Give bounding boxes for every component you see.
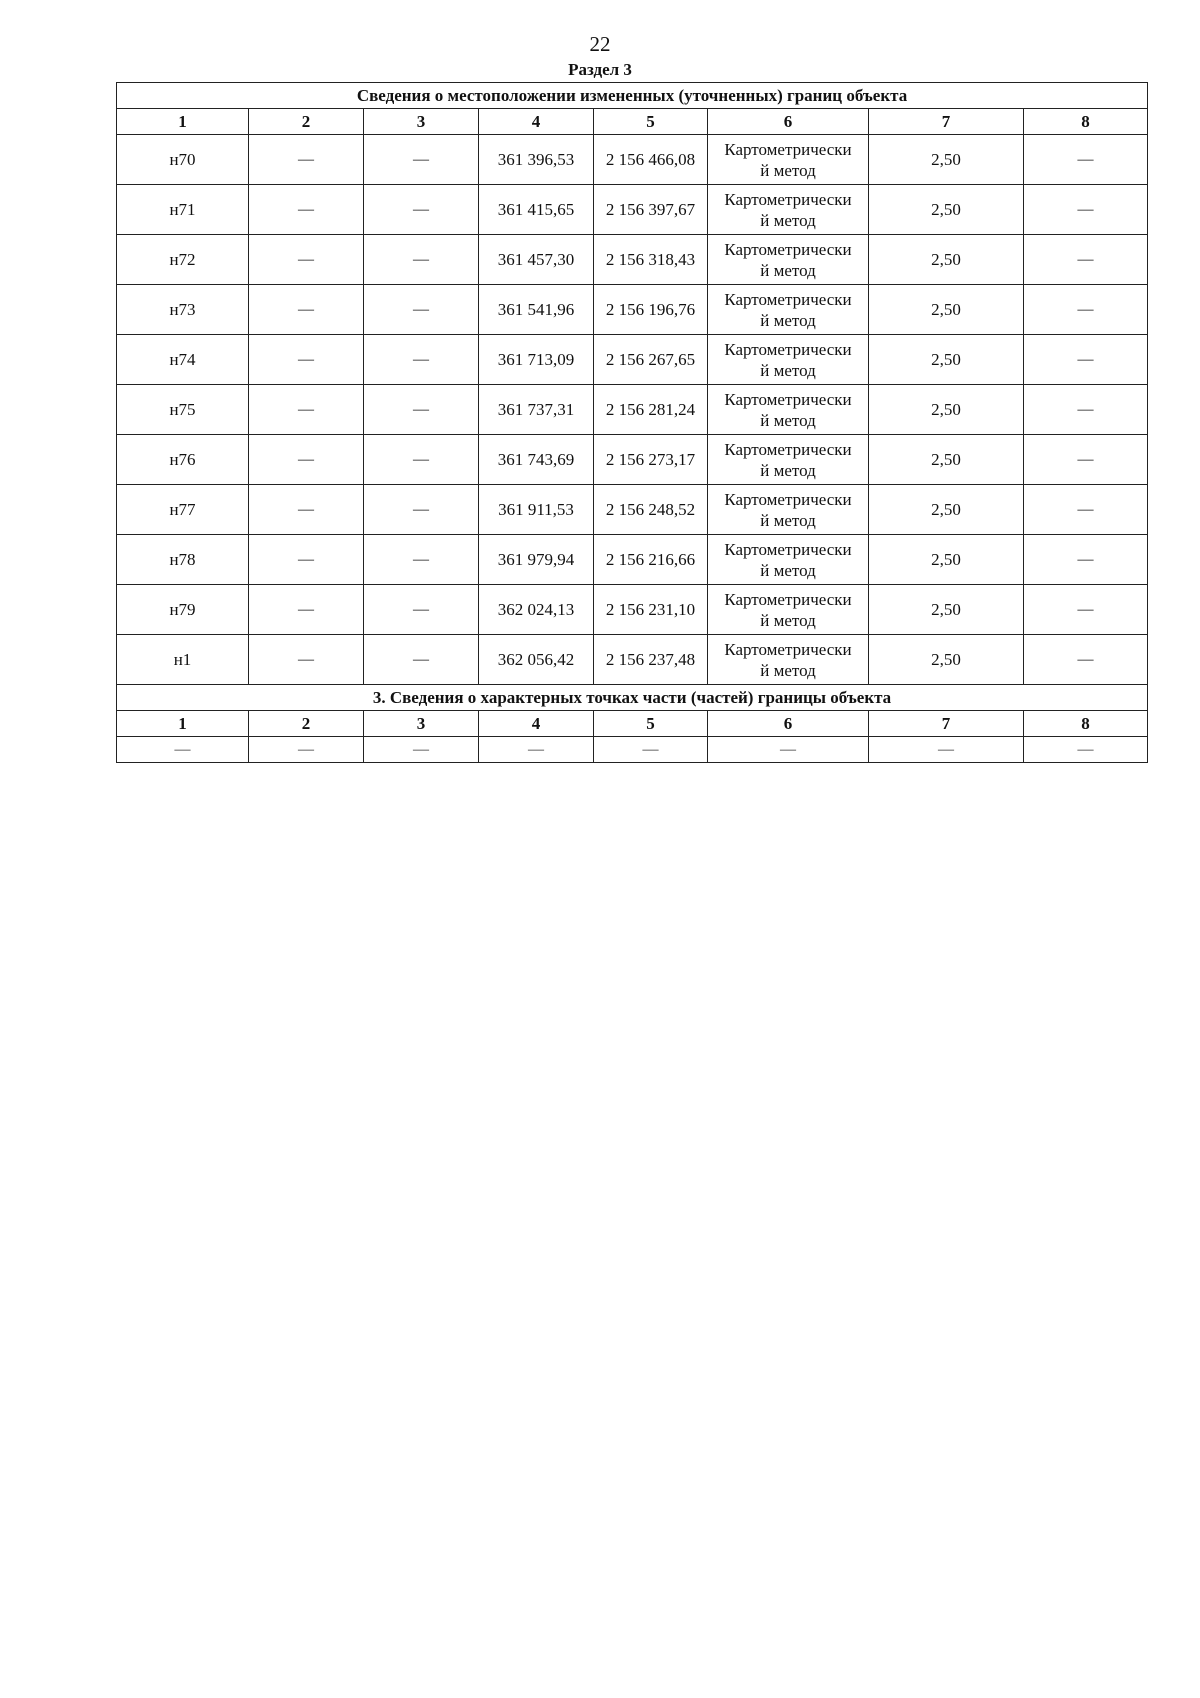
cell-col2: — — [249, 385, 364, 435]
cell-col3: — — [364, 285, 479, 335]
method-line-2: й метод — [760, 360, 816, 380]
accuracy: 2,50 — [869, 635, 1024, 685]
cell-col2: — — [249, 285, 364, 335]
method-cell — [708, 285, 869, 335]
point-name: н71 — [117, 185, 249, 235]
coord-x: 361 415,65 — [479, 185, 594, 235]
method-line-1: Картометрически — [724, 139, 852, 159]
boundary-table-body — [117, 83, 1148, 763]
accuracy: 2,50 — [869, 135, 1024, 185]
cell-col3: — — [364, 435, 479, 485]
method-line-2: й метод — [760, 660, 816, 680]
method-cell — [708, 185, 869, 235]
table1-caption: Сведения о местоположении измененных (уточненных) границ объекта — [117, 83, 1148, 109]
coord-y: 2 156 267,65 — [594, 335, 708, 385]
cell-col3: — — [364, 385, 479, 435]
cell-col2: — — [249, 535, 364, 585]
table2-caption-row — [117, 685, 1148, 711]
cell-col2: — — [249, 135, 364, 185]
table-row — [117, 535, 1148, 585]
point-name: н70 — [117, 135, 249, 185]
column-header: 7 — [869, 711, 1024, 737]
cell-col2: — — [249, 585, 364, 635]
empty-cell: — — [117, 737, 249, 763]
coord-y: 2 156 281,24 — [594, 385, 708, 435]
table2-caption: 3. Сведения о характерных точках части (частей) границы объекта — [117, 685, 1148, 711]
cell-col3: — — [364, 535, 479, 585]
method-line-1: Картометрически — [724, 289, 852, 309]
method-line-1: Картометрически — [724, 189, 852, 209]
table-row — [117, 585, 1148, 635]
coord-y: 2 156 248,52 — [594, 485, 708, 535]
point-name: н72 — [117, 235, 249, 285]
empty-cell: — — [594, 737, 708, 763]
point-name: н77 — [117, 485, 249, 535]
column-header: 5 — [594, 109, 708, 135]
method-cell — [708, 385, 869, 435]
table2-header-row — [117, 711, 1148, 737]
method-line-2: й метод — [760, 460, 816, 480]
accuracy: 2,50 — [869, 535, 1024, 585]
section-title: Раздел 3 — [568, 60, 632, 79]
coord-x: 361 541,96 — [479, 285, 594, 335]
cell-col2: — — [249, 485, 364, 535]
method-cell — [708, 135, 869, 185]
point-name: н75 — [117, 385, 249, 435]
accuracy: 2,50 — [869, 285, 1024, 335]
column-header: 1 — [117, 109, 249, 135]
column-header: 4 — [479, 109, 594, 135]
accuracy: 2,50 — [869, 435, 1024, 485]
cell-col8: — — [1024, 385, 1148, 435]
table-row — [117, 435, 1148, 485]
boundary-table — [116, 82, 1148, 763]
coord-x: 361 713,09 — [479, 335, 594, 385]
column-header: 3 — [364, 711, 479, 737]
column-header: 8 — [1024, 711, 1148, 737]
method-cell — [708, 535, 869, 585]
table-row — [117, 285, 1148, 335]
cell-col8: — — [1024, 635, 1148, 685]
cell-col8: — — [1024, 335, 1148, 385]
point-name: н76 — [117, 435, 249, 485]
coord-x: 362 024,13 — [479, 585, 594, 635]
accuracy: 2,50 — [869, 235, 1024, 285]
cell-col8: — — [1024, 285, 1148, 335]
method-cell — [708, 335, 869, 385]
cell-col3: — — [364, 135, 479, 185]
method-line-2: й метод — [760, 310, 816, 330]
column-header: 5 — [594, 711, 708, 737]
cell-col8: — — [1024, 585, 1148, 635]
column-header: 6 — [708, 711, 869, 737]
coord-x: 362 056,42 — [479, 635, 594, 685]
method-cell — [708, 485, 869, 535]
point-name: н78 — [117, 535, 249, 585]
coord-x: 361 457,30 — [479, 235, 594, 285]
coord-x: 361 979,94 — [479, 535, 594, 585]
method-cell — [708, 585, 869, 635]
coord-y: 2 156 466,08 — [594, 135, 708, 185]
method-line-2: й метод — [760, 510, 816, 530]
table-row — [117, 335, 1148, 385]
column-header: 7 — [869, 109, 1024, 135]
coord-x: 361 737,31 — [479, 385, 594, 435]
cell-col2: — — [249, 435, 364, 485]
cell-col8: — — [1024, 135, 1148, 185]
page-number: 22 — [589, 32, 611, 56]
method-line-1: Картометрически — [724, 539, 852, 559]
method-line-1: Картометрически — [724, 639, 852, 659]
empty-cell: — — [479, 737, 594, 763]
method-cell — [708, 635, 869, 685]
column-header: 3 — [364, 109, 479, 135]
method-line-1: Картометрически — [724, 589, 852, 609]
table-row — [117, 385, 1148, 435]
method-cell — [708, 235, 869, 285]
method-line-2: й метод — [760, 610, 816, 630]
point-name: н79 — [117, 585, 249, 635]
cell-col2: — — [249, 335, 364, 385]
cell-col3: — — [364, 335, 479, 385]
cell-col8: — — [1024, 185, 1148, 235]
accuracy: 2,50 — [869, 185, 1024, 235]
column-header: 2 — [249, 109, 364, 135]
table1-caption-row — [117, 83, 1148, 109]
coord-y: 2 156 196,76 — [594, 285, 708, 335]
column-header: 6 — [708, 109, 869, 135]
coord-x: 361 743,69 — [479, 435, 594, 485]
coord-y: 2 156 273,17 — [594, 435, 708, 485]
method-line-1: Картометрически — [724, 389, 852, 409]
table-row — [117, 135, 1148, 185]
method-cell — [708, 435, 869, 485]
cell-col3: — — [364, 485, 479, 535]
method-line-2: й метод — [760, 260, 816, 280]
coord-y: 2 156 237,48 — [594, 635, 708, 685]
cell-col8: — — [1024, 535, 1148, 585]
method-line-2: й метод — [760, 560, 816, 580]
method-line-2: й метод — [760, 160, 816, 180]
column-header: 2 — [249, 711, 364, 737]
empty-cell: — — [364, 737, 479, 763]
column-header: 8 — [1024, 109, 1148, 135]
coord-y: 2 156 397,67 — [594, 185, 708, 235]
table-row — [117, 185, 1148, 235]
table1-header-row — [117, 109, 1148, 135]
cell-col3: — — [364, 585, 479, 635]
empty-cell: — — [708, 737, 869, 763]
empty-cell: — — [869, 737, 1024, 763]
cell-col2: — — [249, 185, 364, 235]
coord-y: 2 156 231,10 — [594, 585, 708, 635]
point-name: н74 — [117, 335, 249, 385]
coord-y: 2 156 216,66 — [594, 535, 708, 585]
cell-col3: — — [364, 635, 479, 685]
coord-y: 2 156 318,43 — [594, 235, 708, 285]
coord-x: 361 911,53 — [479, 485, 594, 535]
accuracy: 2,50 — [869, 585, 1024, 635]
empty-cell: — — [1024, 737, 1148, 763]
cell-col8: — — [1024, 485, 1148, 535]
table-row — [117, 635, 1148, 685]
cell-col8: — — [1024, 235, 1148, 285]
column-header: 4 — [479, 711, 594, 737]
cell-col3: — — [364, 185, 479, 235]
cell-col8: — — [1024, 435, 1148, 485]
table-row — [117, 737, 1148, 763]
table-row — [117, 485, 1148, 535]
cell-col3: — — [364, 235, 479, 285]
table-row — [117, 235, 1148, 285]
method-line-2: й метод — [760, 210, 816, 230]
method-line-1: Картометрически — [724, 439, 852, 459]
accuracy: 2,50 — [869, 335, 1024, 385]
method-line-1: Картометрически — [724, 239, 852, 259]
point-name: н73 — [117, 285, 249, 335]
empty-cell: — — [249, 737, 364, 763]
point-name: н1 — [117, 635, 249, 685]
method-line-1: Картометрически — [724, 339, 852, 359]
accuracy: 2,50 — [869, 385, 1024, 435]
column-header: 1 — [117, 711, 249, 737]
coord-x: 361 396,53 — [479, 135, 594, 185]
method-line-1: Картометрически — [724, 489, 852, 509]
cell-col2: — — [249, 235, 364, 285]
cell-col2: — — [249, 635, 364, 685]
accuracy: 2,50 — [869, 485, 1024, 535]
method-line-2: й метод — [760, 410, 816, 430]
